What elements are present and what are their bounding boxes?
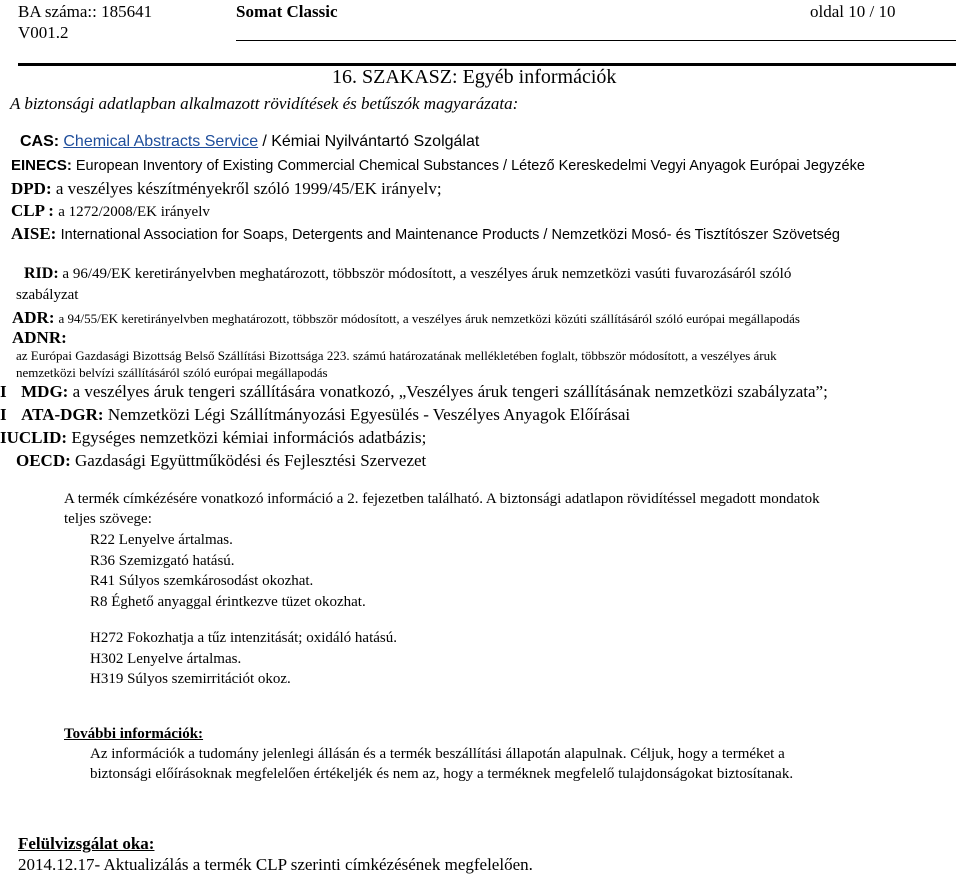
h-phrase: H319 Súlyos szemirritációt okoz. (90, 671, 291, 687)
abbr-iuclid (0, 428, 426, 448)
r-phrase: R36 Szemizgató hatású. (90, 552, 235, 569)
revision-text: 2014.12.17- Aktualizálás a termék CLP szerinti címkézésének megfelelően. (18, 855, 533, 874)
abbr-text: a 96/49/EK keretirányelvben meghatározott, többször módosított, a veszélyes áruk nemzetközi vasúti fuvarozásáról szóló (62, 266, 792, 282)
r-phrase: R41 Súlyos szemkárosodást okozhat. (90, 573, 314, 589)
abbr-term: CAS: (20, 133, 60, 150)
r-phrase: R8 Éghető anyaggal érintkezve tüzet okozhat. (90, 593, 366, 610)
abbr-term: CLP : (11, 201, 54, 220)
r-phrase-list (90, 530, 366, 612)
product-name: Somat Classic (236, 2, 338, 21)
abbr-text: Nemzetközi Légi Szállítmányozási Egyesülés - Veszélyes Anyagok Előírásai (107, 405, 631, 424)
header-rule (236, 40, 956, 41)
ba-number: BA száma:: 185641 (18, 2, 153, 21)
page-number: oldal 10 / 10 (810, 2, 896, 21)
abbr-term: IUCLID: (0, 428, 68, 447)
abbr-clp (11, 201, 210, 221)
labeling-line2: teljes szövege: (64, 511, 152, 527)
abbr-term: AISE: (11, 224, 57, 243)
h-phrase: H272 Fokozhatja a tűz intenzitását; oxidáló hatású. (90, 630, 398, 646)
abbr-dpd (11, 179, 442, 199)
abbr-rid (24, 265, 791, 283)
section-subtitle: A biztonsági adatlapban alkalmazott rövidítések és betűszók magyarázata: (10, 94, 519, 113)
abbr-rid-cont: szabályzat (16, 287, 79, 303)
h-phrase: H302 Lenyelve ártalmas. (90, 650, 242, 667)
abbr-text: a 94/55/EK keretirányelvben meghatározott, többször módosított, a veszélyes áruk nemzetközi közúti szállításáról szóló európai megállapodás (58, 311, 800, 326)
abbr-imdg (0, 382, 828, 402)
abbr-text: Gazdasági Együttműködési és Fejlesztési Szervezet (75, 451, 427, 470)
abbr-term: RID: (24, 265, 59, 282)
abbr-term: DPD: (11, 179, 52, 198)
abbr-term: EINECS: (11, 157, 72, 174)
abbr-text: Egységes nemzetközi kémiai információs adatbázis; (71, 428, 427, 447)
cas-link[interactable]: Chemical Abstracts Service (63, 133, 259, 150)
abbr-oecd (16, 451, 426, 471)
abbr-term: ADR: (12, 308, 55, 327)
abbr-adr (12, 308, 800, 328)
labeling-line1: A termék címkézésére vonatkozó információ a 2. fejezetben található. A biztonsági adatlapon rövidítéssel megadott mondatok (64, 491, 820, 507)
abbr-term: ATA-DGR: (21, 405, 104, 424)
abbr-text: European Inventory of Existing Commercial Chemical Substances / Létező Kereskedelmi Vegyi Anyagok Európai Jegyzéke (75, 158, 865, 174)
abbr-prefix: I (0, 382, 7, 401)
abbr-text: / Kémiai Nyilvántartó Szolgálat (262, 133, 480, 150)
section-title: 16. SZAKASZ: Egyéb információk (332, 66, 617, 88)
further-info-line2: biztonsági előírásoknak megfelelően értékeljék és nem az, hogy a terméknek megfelelő tulajdonságokat biztosítanak. (90, 766, 794, 782)
abbr-term: MDG: (21, 382, 69, 401)
abbr-text: a veszélyes áruk tengeri szállítására vonatkozó, „Veszélyes áruk tengeri szállításának nemzetközi szabályzata”; (72, 382, 828, 401)
abbr-cas (20, 131, 479, 151)
abbr-adnr-text: az Európai Gazdasági Bizottság Belső Szállítási Bizottsága 223. számú határozatának mellékletében foglalt, többször módosított, a veszélyes áruk (16, 348, 777, 363)
revision-heading: Felülvizsgálat oka: (18, 834, 155, 853)
r-phrase: R22 Lenyelve ártalmas. (90, 532, 233, 548)
h-phrase-list (90, 628, 397, 690)
abbr-iata (0, 405, 630, 425)
abbr-prefix: I (0, 405, 7, 424)
version: V001.2 (18, 23, 69, 42)
further-info-heading: További információk: (64, 726, 204, 742)
abbr-einecs (11, 157, 865, 174)
abbr-adnr-term: ADNR: (12, 328, 67, 347)
abbr-adnr-cont: nemzetközi belvízi szállításáról szóló európai megállapodás (16, 365, 328, 380)
abbr-text: a veszélyes készítményekről szóló 1999/45/EK irányelv; (55, 179, 442, 198)
abbr-aise (11, 224, 840, 244)
further-info-line1: Az információk a tudomány jelenlegi állásán és a termék beszállítási állapotán alapulnak. Céljuk, hogy a terméket a (90, 746, 785, 762)
abbr-term: OECD: (16, 451, 71, 470)
abbr-text: a 1272/2008/EK irányelv (58, 204, 210, 220)
abbr-text: International Association for Soaps, Detergents and Maintenance Products / Nemzetközi Mosó- és Tisztítószer Szövetség (60, 227, 840, 243)
